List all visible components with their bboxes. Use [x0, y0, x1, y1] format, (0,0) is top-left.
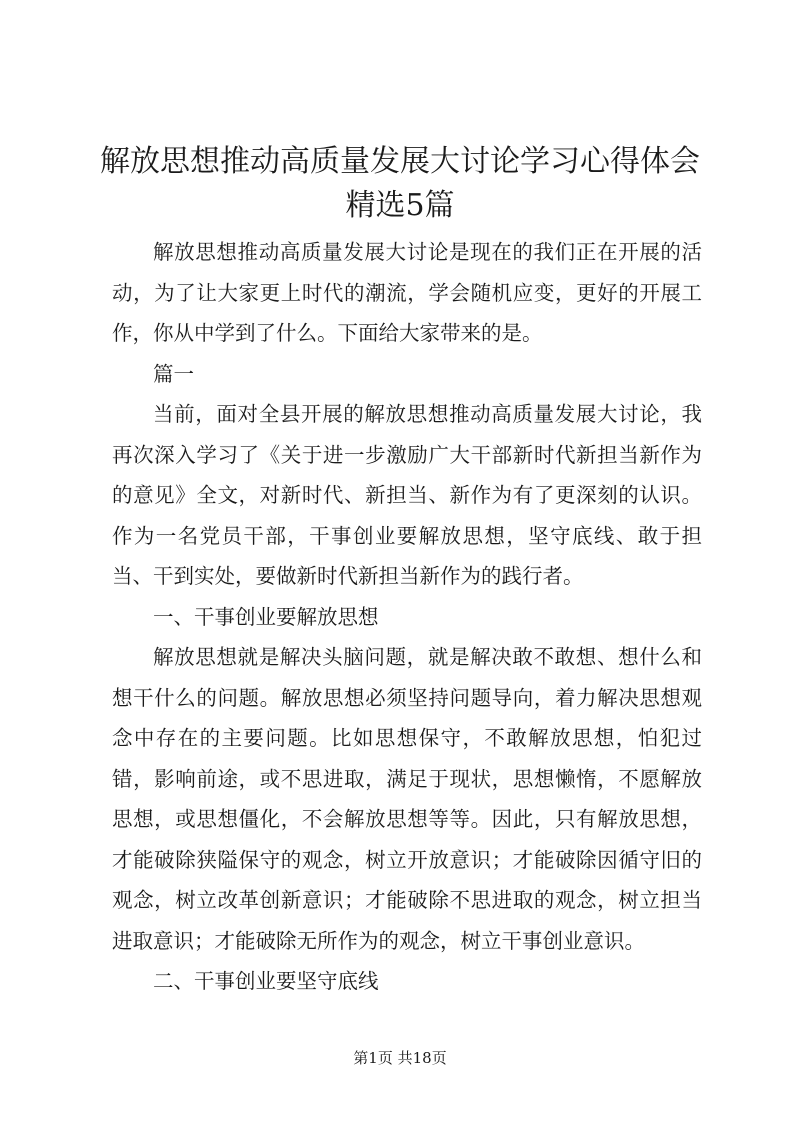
heading-2: 二、干事创业要坚守底线	[153, 969, 379, 993]
section-label: 篇一	[153, 361, 194, 386]
page-footer: 第1页 共18页	[353, 1049, 447, 1067]
intro-paragraph: 解放思想推动高质量发展大讨论是现在的我们正在开展的活动，为了让大家更上时代的潮流，学会随机应变，更好的开展工作，你从中学到了什么。下面给大家带来的是。	[112, 240, 702, 345]
heading-1: 一、干事创业要解放思想	[153, 604, 379, 629]
paragraph-1: 当前，面对全县开展的解放思想推动高质量发展大讨论，我再次深入学习了《关于进一步激励广大干部新时代新担当新作为的意见》全文，对新时代、新担当、新作为有了更深刻的认识。作为一名党员干部，干事创业要解放思想，坚守底线、敢于担当、干到实处，要做新时代新担当新作为的践行者。	[112, 402, 702, 588]
document-title	[80, 140, 720, 228]
paragraph-2: 解放思想就是解决头脑问题，就是解决敢不敢想、想什么和想干什么的问题。解放思想必须坚持问题导向，着力解决思想观念中存在的主要问题。比如思想保守，不敢解放思想，怕犯过错，影响前途，或不思进取，满足于现状，思想懒惰，不愿解放思想，或思想僵化，不会解放思想等等。因此，只有解放思想，才能破除狭隘保守的观念，树立开放意识；才能破除因循守旧的观念，树立改革创新意识；才能破除不思进取的观念，树立担当进取意识；才能破除无所作为的观念，树立干事创业意识。	[112, 645, 702, 953]
title-line-2: 精选5篇	[345, 188, 455, 223]
document-body	[112, 232, 702, 1002]
title-line-1: 解放思想推动高质量发展大讨论学习心得体会	[100, 144, 700, 179]
